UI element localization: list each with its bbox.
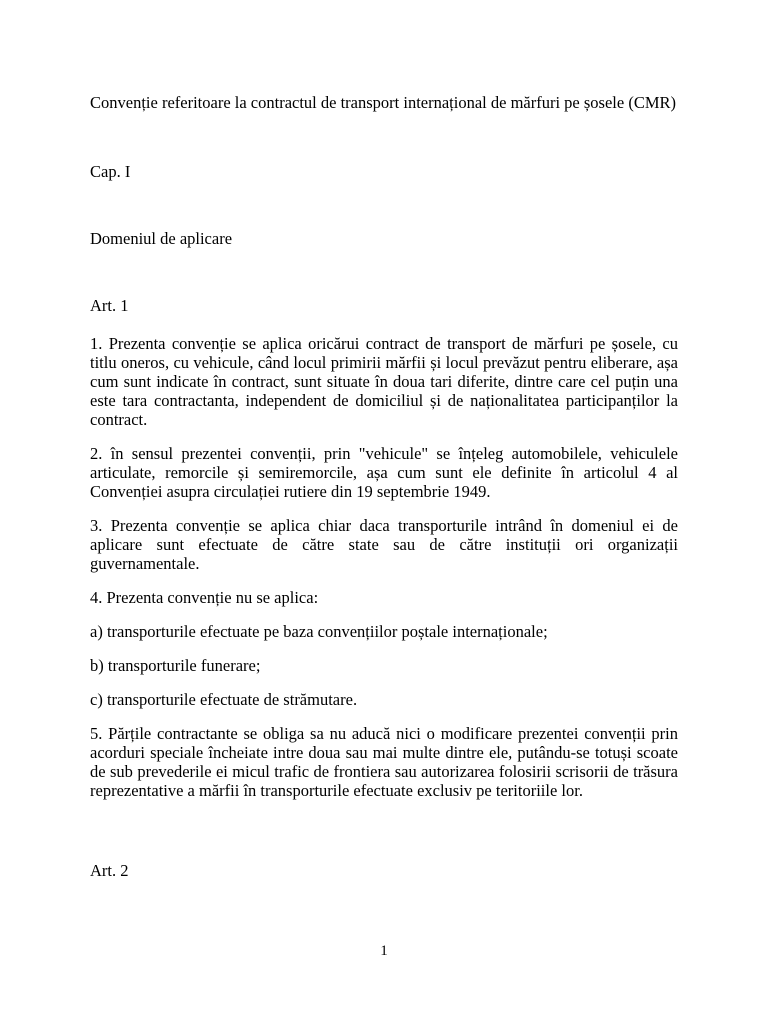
article-1-item-b: b) transporturile funerare; (90, 656, 261, 675)
article-1-item-c: c) transporturile efectuate de strămutare. (90, 690, 358, 709)
chapter-heading: Cap. I (90, 162, 131, 181)
article-1-paragraph-5: 5. Părțile contractante se obliga sa nu aducă nici o modificare prezentei convenții prin acorduri speciale încheiate intre doua sau mai multe dintre ele, putându-se totuși scoate de sub prevederile ei micul trafic de frontiera sau autorizarea folosirii scrisorii de trăsura reprezentative a mărfii în transporturile efectuate exclusiv pe teritoriile lor. (90, 724, 678, 800)
article-1-item-a: a) transporturile efectuate pe baza convențiilor poștale internaționale; (90, 622, 548, 641)
article-1-paragraph-3: 3. Prezenta convenție se aplica chiar daca transporturile intrând în domeniul ei de aplicare sunt efectuate de către state sau de către instituții ori organizații guvernamentale. (90, 516, 678, 573)
section-heading: Domeniul de aplicare (90, 229, 233, 248)
article-1-paragraph-1: 1. Prezenta convenție se aplica oricărui contract de transport de mărfuri pe șosele, cu titlu oneros, cu vehicule, când locul primirii mărfii și locul prevăzut pentru eliberare, așa cum sunt indicate în contract, sunt situate în doua tari diferite, dintre care cel puțin una este tara contractanta, independent de domiciliul și de naționalitatea participanților la contract. (90, 334, 678, 429)
page-number: 1 (380, 943, 388, 959)
article-2-section (90, 861, 129, 880)
article-1-paragraph-4: 4. Prezenta convenție nu se aplica: (90, 588, 319, 607)
article-1-heading: Art. 1 (90, 296, 129, 315)
article-1-paragraph-2: 2. în sensul prezentei convenții, prin "vehicule" se înțeleg automobilele, vehiculele articulate, remorcile și semiremorcile, așa cum sunt ele definite în articolul 4 al Convenției asupra circulației rutiere din 19 septembrie 1949. (90, 444, 678, 501)
article-2-heading: Art. 2 (90, 861, 129, 880)
document-body (90, 93, 678, 815)
document-title: Convenție referitoare la contractul de transport internațional de mărfuri pe șosele (CMR) (90, 93, 676, 112)
